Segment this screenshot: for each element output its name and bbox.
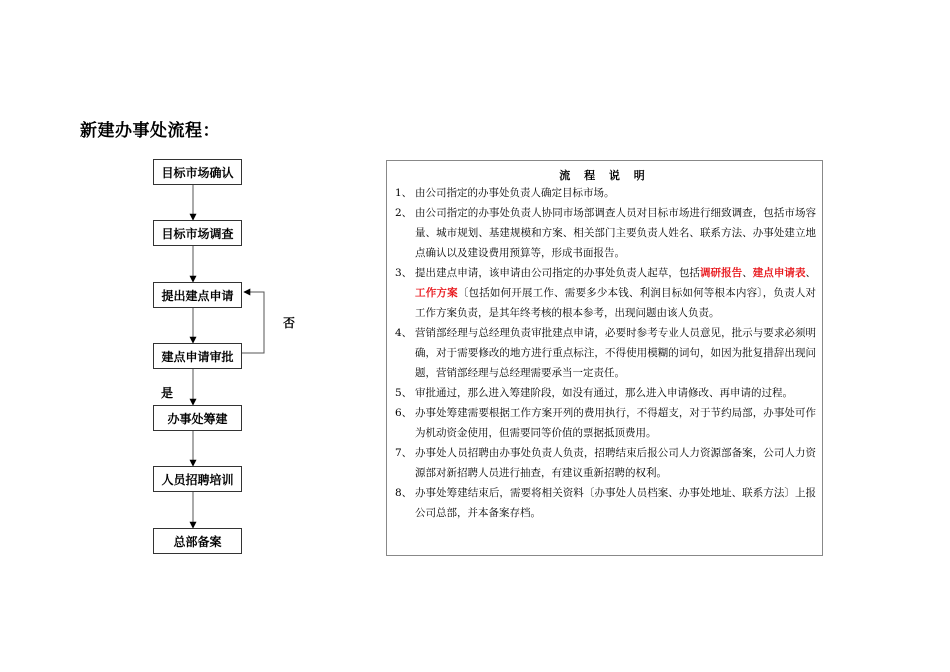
yes-label: 是 (161, 386, 174, 400)
item-text: 营销部经理与总经理负责审批建点申请，必要时参考专业人员意见，批示与要求必须明确，对于需要修改的地方进行重点标注，不得使用模糊的词句，如因为批复措辞出现问题，营销部经理与总经理需要承当一定责任。 (415, 327, 816, 379)
item-text: 、 (805, 267, 817, 279)
flow-step-target-market-confirm: 目标市场确认 (153, 159, 242, 185)
description-list (387, 183, 822, 523)
flow-step-submit-application: 提出建点申请 (153, 282, 242, 308)
item-number: 4、 (395, 327, 413, 339)
item-number: 8、 (395, 487, 413, 499)
item-text: 、 (742, 267, 753, 279)
item-text: 审批通过，那么进入筹建阶段，如没有通过，那么进入申请修改、再申请的过程。 (415, 387, 793, 399)
description-title: 流 程 说 明 (559, 169, 650, 182)
no-label: 否 (283, 316, 296, 330)
item-number: 5、 (395, 387, 413, 399)
item-number: 3、 (395, 267, 413, 279)
item-number: 6、 (395, 407, 413, 419)
item-text: 由公司指定的办事处负责人确定目标市场。 (415, 187, 615, 199)
page-title: 新建办事处流程： (80, 121, 220, 141)
description-item (387, 183, 822, 203)
item-text: 由公司指定的办事处负责人协同市场部调查人员对目标市场进行细致调查，包括市场容量、城市规划、基建规模和方案、相关部门主要负责人姓名、联系方法、办事处建立地点确认以及建设费用预算等，形成书面报告。 (415, 207, 816, 259)
flow-step-target-market-survey: 目标市场调查 (153, 220, 242, 246)
flow-step-office-setup: 办事处筹建 (153, 405, 242, 431)
item-number: 7、 (395, 447, 413, 459)
description-item (387, 383, 822, 403)
flow-step-recruit-training: 人员招聘培训 (153, 466, 242, 492)
item-text: 〔包括如何开展工作、需要多少本钱、利润目标如何等根本内容〕，负责人对工作方案负责，是其年终考核的根本参考，出现问题由该人负责。 (415, 287, 817, 319)
flow-step-application-approval: 建点申请审批 (153, 343, 242, 369)
item-text: 办事处人员招聘由办事处负责人负责，招聘结束后报公司人力资源部备案，公司人力资源部对新招聘人员进行抽查，有建议重新招聘的权利。 (415, 447, 816, 479)
description-item (387, 323, 822, 383)
item-number: 1、 (395, 187, 413, 199)
highlighted-term: 调研报告 (699, 267, 743, 279)
feedback-loop-arrow (242, 292, 264, 353)
item-text: 办事处筹建结束后，需要将相关资料〔办事处人员档案、办事处地址、联系方法〕上报公司总部，并本备案存档。 (415, 487, 816, 519)
highlighted-term: 工作方案 (415, 287, 458, 299)
description-item (387, 203, 822, 263)
description-item (387, 403, 822, 443)
flow-step-hq-filing: 总部备案 (153, 528, 242, 554)
item-text: 提出建点申请，该申请由公司指定的办事处负责人起草，包括 (415, 267, 700, 279)
description-item (387, 443, 822, 483)
highlighted-term: 建点申请表 (752, 267, 806, 279)
description-item (387, 263, 822, 323)
process-description-panel (386, 160, 823, 556)
item-number: 2、 (395, 207, 413, 219)
item-text: 办事处筹建需要根据工作方案开列的费用执行，不得超支，对于节约局部，办事处可作为机动资金使用，但需要同等价值的票据抵顶费用。 (415, 407, 816, 439)
description-item (387, 483, 822, 523)
